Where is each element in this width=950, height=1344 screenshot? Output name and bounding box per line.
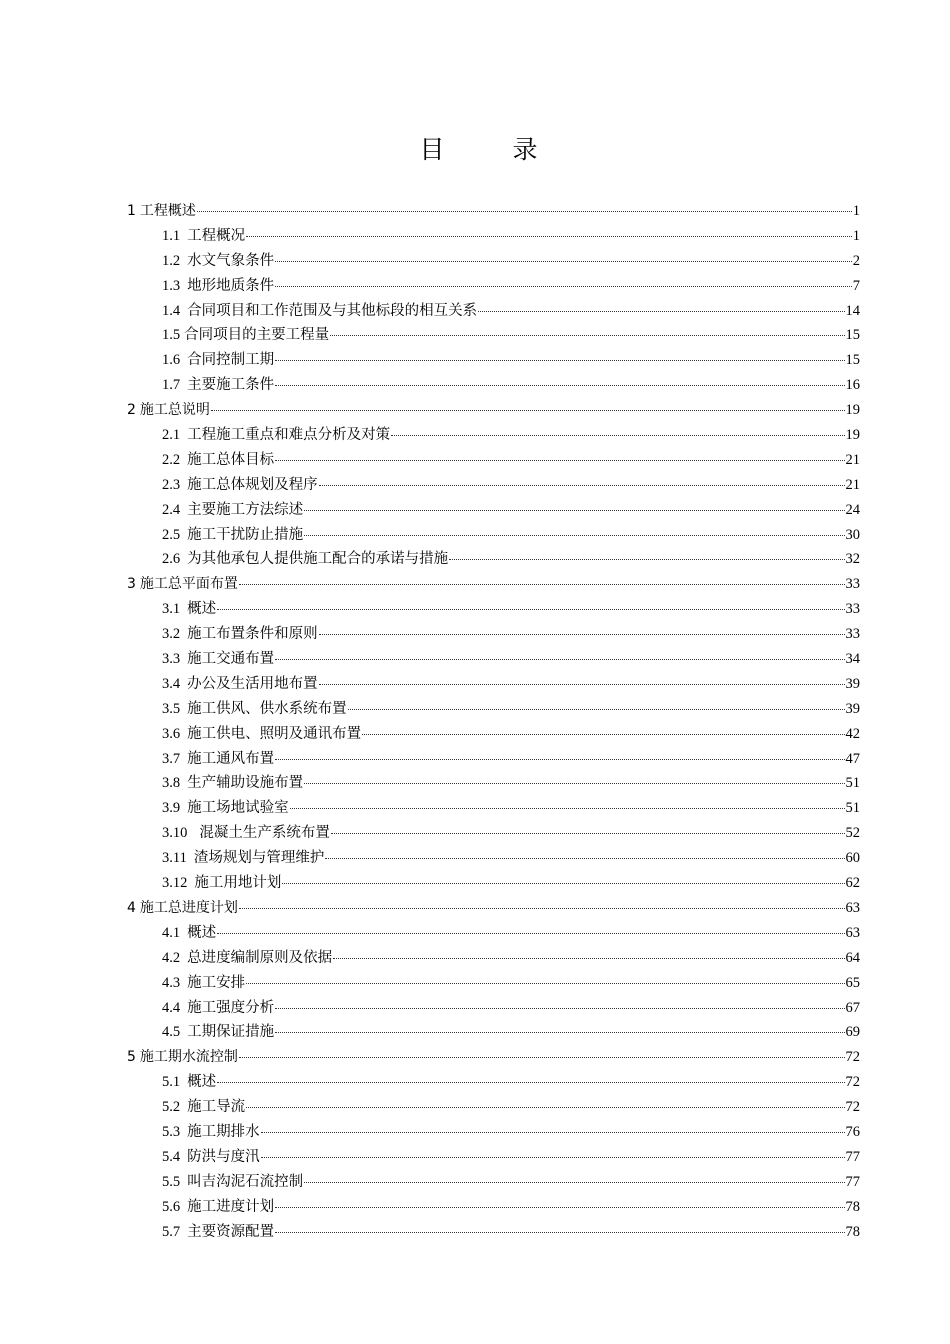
toc-entry-number: 4.4 <box>162 999 181 1016</box>
toc-entry-label: 概述 <box>187 601 217 618</box>
toc-dot-leader <box>319 620 845 635</box>
toc-page-number: 19 <box>845 402 860 419</box>
toc-page-number: 69 <box>845 1024 860 1041</box>
toc-entry-label: 施工干扰防止措施 <box>187 526 304 543</box>
toc-dot-leader <box>391 421 844 436</box>
toc-entry-label: 合同项目和工作范围及与其他标段的相互关系 <box>187 302 478 319</box>
toc-entry-number: 5 <box>127 1049 136 1066</box>
toc-entry-number: 3.1 <box>162 601 181 618</box>
toc-entry-label: 办公及生活用地布置 <box>187 675 318 692</box>
toc-page-number: 2 <box>852 252 860 269</box>
toc-section-entry[interactable] <box>0 1020 860 1045</box>
toc-dot-leader <box>275 1018 844 1033</box>
toc-dot-leader <box>275 247 852 262</box>
toc-dot-leader <box>478 297 844 312</box>
toc-entry-number: 1.6 <box>162 352 181 369</box>
toc-section-entry[interactable] <box>0 771 860 796</box>
toc-entry-label: 主要施工条件 <box>187 377 275 394</box>
toc-entry-number: 2.2 <box>162 451 181 468</box>
toc-page-number: 51 <box>845 775 860 792</box>
toc-section-entry[interactable] <box>0 249 860 274</box>
toc-section-entry[interactable] <box>0 323 860 348</box>
toc-section-entry[interactable] <box>0 473 860 498</box>
toc-entry-label: 合同控制工期 <box>187 352 275 369</box>
toc-dot-leader <box>217 1068 844 1083</box>
toc-section-entry[interactable] <box>0 747 860 772</box>
toc-page-number: 32 <box>845 551 860 568</box>
toc-dot-leader <box>275 272 852 287</box>
toc-chapter-entry[interactable] <box>0 572 860 597</box>
toc-dot-leader <box>261 1118 845 1133</box>
toc-entry-label: 施工布置条件和原则 <box>187 626 318 643</box>
toc-section-entry[interactable] <box>0 971 860 996</box>
toc-dot-leader <box>239 894 845 909</box>
toc-page-number: 52 <box>845 825 860 842</box>
toc-dot-leader <box>348 695 845 710</box>
toc-entry-label: 施工安排 <box>187 974 246 991</box>
toc-section-entry[interactable] <box>0 448 860 473</box>
toc-entry-number: 1.5 <box>162 327 181 344</box>
toc-entry-label: 工期保证措施 <box>187 1024 275 1041</box>
toc-section-entry[interactable] <box>0 597 860 622</box>
toc-dot-leader <box>275 446 844 461</box>
toc-entry-label: 叫吉沟泥石流控制 <box>187 1173 304 1190</box>
toc-section-entry[interactable] <box>0 274 860 299</box>
toc-entry-number: 1.3 <box>162 277 181 294</box>
toc-entry-label: 渣场规划与管理维护 <box>193 850 325 867</box>
toc-entry-number: 2 <box>127 402 136 419</box>
toc-section-entry[interactable] <box>0 1095 860 1120</box>
toc-page-number: 1 <box>852 203 860 219</box>
toc-section-entry[interactable] <box>0 921 860 946</box>
toc-page-number: 67 <box>845 999 860 1016</box>
toc-chapter-entry[interactable] <box>0 896 860 921</box>
toc-page-number: 39 <box>845 700 860 717</box>
toc-entry-number: 5.4 <box>162 1148 181 1165</box>
toc-entry-label: 施工总平面布置 <box>139 576 238 593</box>
toc-page-number: 63 <box>845 899 860 916</box>
toc-entry-label: 工程概述 <box>139 203 196 219</box>
toc-page-number: 51 <box>845 800 860 817</box>
toc-entry-number: 3.11 <box>162 850 187 867</box>
toc-page-number: 33 <box>845 601 860 618</box>
toc-entry-label: 防洪与度汛 <box>187 1148 260 1165</box>
toc-page-number: 77 <box>845 1173 860 1190</box>
toc-page-number: 65 <box>845 974 860 991</box>
toc-dot-leader <box>246 969 844 984</box>
toc-dot-leader <box>261 1143 845 1158</box>
toc-dot-leader <box>449 545 844 560</box>
toc-section-entry[interactable] <box>0 622 860 647</box>
toc-entry-number: 1.4 <box>162 302 181 319</box>
toc-entry-number: 3.4 <box>162 675 181 692</box>
toc-entry-number: 3.9 <box>162 800 181 817</box>
toc-dot-leader <box>304 1168 844 1183</box>
toc-entry-label: 主要施工方法综述 <box>187 501 304 518</box>
toc-section-entry[interactable] <box>0 672 860 697</box>
toc-section-entry[interactable] <box>0 821 860 846</box>
toc-entry-label: 生产辅助设施布置 <box>187 775 304 792</box>
toc-dot-leader <box>211 396 845 411</box>
toc-section-entry[interactable] <box>0 423 860 448</box>
toc-page-number: 76 <box>845 1123 860 1140</box>
toc-entry-label: 施工强度分析 <box>187 999 275 1016</box>
toc-entry-number: 2.1 <box>162 427 181 444</box>
toc-page-number: 78 <box>845 1223 860 1240</box>
toc-entry-number: 4 <box>127 899 136 916</box>
toc-entry-number: 3.12 <box>162 875 188 892</box>
toc-page-number: 15 <box>845 327 860 344</box>
toc-page-number: 78 <box>845 1198 860 1215</box>
toc-dot-leader <box>239 570 845 585</box>
toc-entry-label: 合同项目的主要工程量 <box>184 327 330 344</box>
toc-entry-number: 4.2 <box>162 949 181 966</box>
toc-page-number: 62 <box>845 875 860 892</box>
toc-entry-label: 施工供风、供水系统布置 <box>187 700 347 717</box>
toc-page-number: 60 <box>845 850 860 867</box>
toc-dot-leader <box>275 994 844 1009</box>
toc-section-entry[interactable] <box>0 722 860 747</box>
toc-entry-label: 概述 <box>187 924 217 941</box>
toc-entry-number: 5.3 <box>162 1123 181 1140</box>
toc-page-number: 21 <box>845 476 860 493</box>
toc-page-number: 47 <box>845 750 860 767</box>
toc-entry-number: 1.1 <box>162 227 181 244</box>
toc-entry-number: 4.1 <box>162 924 181 941</box>
toc-entry-number: 3 <box>127 576 136 593</box>
toc-list <box>0 199 950 1244</box>
toc-page-number: 72 <box>845 1049 860 1066</box>
toc-page-number: 1 <box>852 227 860 244</box>
toc-section-entry[interactable] <box>0 1170 860 1195</box>
toc-entry-label: 施工总说明 <box>139 402 210 419</box>
toc-entry-label: 施工场地试验室 <box>187 800 289 817</box>
toc-entry-label: 施工通风布置 <box>187 750 275 767</box>
toc-dot-leader <box>319 670 845 685</box>
toc-section-entry[interactable] <box>0 299 860 324</box>
toc-dot-leader <box>304 769 844 784</box>
toc-dot-leader <box>290 794 845 809</box>
toc-entry-label: 施工交通布置 <box>187 651 275 668</box>
toc-page-number: 33 <box>845 576 860 593</box>
toc-entry-number: 4.5 <box>162 1024 181 1041</box>
toc-entry-label: 施工总体规划及程序 <box>187 476 318 493</box>
toc-page-number: 39 <box>845 675 860 692</box>
toc-entry-label: 主要资源配置 <box>187 1223 275 1240</box>
toc-section-entry[interactable] <box>0 871 860 896</box>
toc-dot-leader <box>319 471 845 486</box>
toc-page-number: 19 <box>845 427 860 444</box>
toc-chapter-entry[interactable] <box>0 199 860 224</box>
toc-entry-label: 地形地质条件 <box>187 277 275 294</box>
toc-page-number: 16 <box>845 377 860 394</box>
toc-entry-number: 2.4 <box>162 501 181 518</box>
toc-entry-label: 概述 <box>187 1074 217 1091</box>
toc-entry-label: 总进度编制原则及依据 <box>187 949 333 966</box>
toc-dot-leader <box>330 321 844 336</box>
toc-entry-label: 施工期排水 <box>187 1123 260 1140</box>
toc-page-number: 21 <box>845 451 860 468</box>
toc-page-number: 14 <box>845 302 860 319</box>
toc-section-entry[interactable] <box>0 547 860 572</box>
toc-page-number: 15 <box>845 352 860 369</box>
toc-page-number: 64 <box>845 949 860 966</box>
toc-section-entry[interactable] <box>0 1220 860 1245</box>
toc-entry-label: 水文气象条件 <box>187 252 275 269</box>
toc-page-number: 7 <box>852 277 860 294</box>
toc-dot-leader <box>246 1093 844 1108</box>
toc-entry-label: 施工导流 <box>187 1099 246 1116</box>
toc-entry-label: 为其他承包人提供施工配合的承诺与措施 <box>187 551 449 568</box>
toc-dot-leader <box>275 346 844 361</box>
toc-dot-leader <box>217 595 844 610</box>
toc-entry-number: 2.5 <box>162 526 181 543</box>
toc-section-entry[interactable] <box>0 224 860 249</box>
toc-section-entry[interactable] <box>0 647 860 672</box>
toc-dot-leader <box>217 919 844 934</box>
toc-entry-label: 施工供电、照明及通讯布置 <box>187 725 362 742</box>
toc-entry-number: 5.6 <box>162 1198 181 1215</box>
toc-dot-leader <box>197 197 852 212</box>
toc-entry-number: 3.2 <box>162 626 181 643</box>
toc-page-number: 77 <box>845 1148 860 1165</box>
toc-section-entry[interactable] <box>0 1145 860 1170</box>
toc-dot-leader <box>239 1043 845 1058</box>
toc-dot-leader <box>304 521 844 536</box>
toc-dot-leader <box>275 1218 844 1233</box>
toc-entry-number: 1.7 <box>162 377 181 394</box>
toc-section-entry[interactable] <box>0 1120 860 1145</box>
toc-dot-leader <box>362 720 844 735</box>
toc-dot-leader <box>333 944 844 959</box>
toc-page-number: 30 <box>845 526 860 543</box>
toc-entry-label: 施工总体目标 <box>187 451 275 468</box>
toc-entry-number: 2.3 <box>162 476 181 493</box>
toc-entry-number: 2.6 <box>162 551 181 568</box>
toc-entry-label: 混凝土生产系统布置 <box>199 825 330 842</box>
toc-entry-label: 施工期水流控制 <box>139 1049 238 1066</box>
toc-section-entry[interactable] <box>0 996 860 1021</box>
toc-dot-leader <box>246 222 852 237</box>
toc-section-entry[interactable] <box>0 846 860 871</box>
toc-entry-number: 3.3 <box>162 651 181 668</box>
toc-entry-number: 5.2 <box>162 1099 181 1116</box>
toc-section-entry[interactable] <box>0 1070 860 1095</box>
toc-page-number: 72 <box>845 1099 860 1116</box>
toc-dot-leader <box>282 869 844 884</box>
toc-section-entry[interactable] <box>0 498 860 523</box>
toc-page-number: 34 <box>845 651 860 668</box>
toc-entry-number: 1.2 <box>162 252 181 269</box>
toc-entry-number: 3.10 <box>162 825 188 842</box>
toc-section-entry[interactable] <box>0 796 860 821</box>
toc-dot-leader <box>304 496 844 511</box>
toc-dot-leader <box>331 819 845 834</box>
toc-section-entry[interactable] <box>0 348 860 373</box>
toc-entry-number: 5.7 <box>162 1223 181 1240</box>
toc-entry-number: 1 <box>127 203 136 219</box>
toc-page-number: 63 <box>845 924 860 941</box>
toc-entry-number: 3.8 <box>162 775 181 792</box>
toc-page-number: 42 <box>845 725 860 742</box>
toc-section-entry[interactable] <box>0 373 860 398</box>
toc-dot-leader <box>325 844 844 859</box>
toc-chapter-entry[interactable] <box>0 1045 860 1070</box>
toc-entry-number: 3.7 <box>162 750 181 767</box>
toc-entry-number: 4.3 <box>162 974 181 991</box>
toc-section-entry[interactable] <box>0 946 860 971</box>
toc-entry-label: 工程施工重点和难点分析及对策 <box>187 427 391 444</box>
toc-entry-label: 施工总进度计划 <box>139 899 238 916</box>
toc-page-number: 72 <box>845 1074 860 1091</box>
toc-title: 目 录 <box>419 135 568 164</box>
toc-entry-label: 施工进度计划 <box>187 1198 275 1215</box>
toc-page-number: 24 <box>845 501 860 518</box>
toc-dot-leader <box>275 645 844 660</box>
toc-entry-number: 3.5 <box>162 700 181 717</box>
toc-section-entry[interactable] <box>0 523 860 548</box>
toc-section-entry[interactable] <box>0 697 860 722</box>
toc-dot-leader <box>275 371 844 386</box>
toc-entry-label: 施工用地计划 <box>194 875 282 892</box>
toc-entry-number: 5.1 <box>162 1074 181 1091</box>
toc-section-entry[interactable] <box>0 1195 860 1220</box>
toc-chapter-entry[interactable] <box>0 398 860 423</box>
toc-entry-number: 5.5 <box>162 1173 181 1190</box>
toc-entry-label: 工程概况 <box>187 227 246 244</box>
toc-dot-leader <box>275 1193 844 1208</box>
toc-entry-number: 3.6 <box>162 725 181 742</box>
toc-page-number: 33 <box>845 626 860 643</box>
toc-dot-leader <box>275 745 844 760</box>
